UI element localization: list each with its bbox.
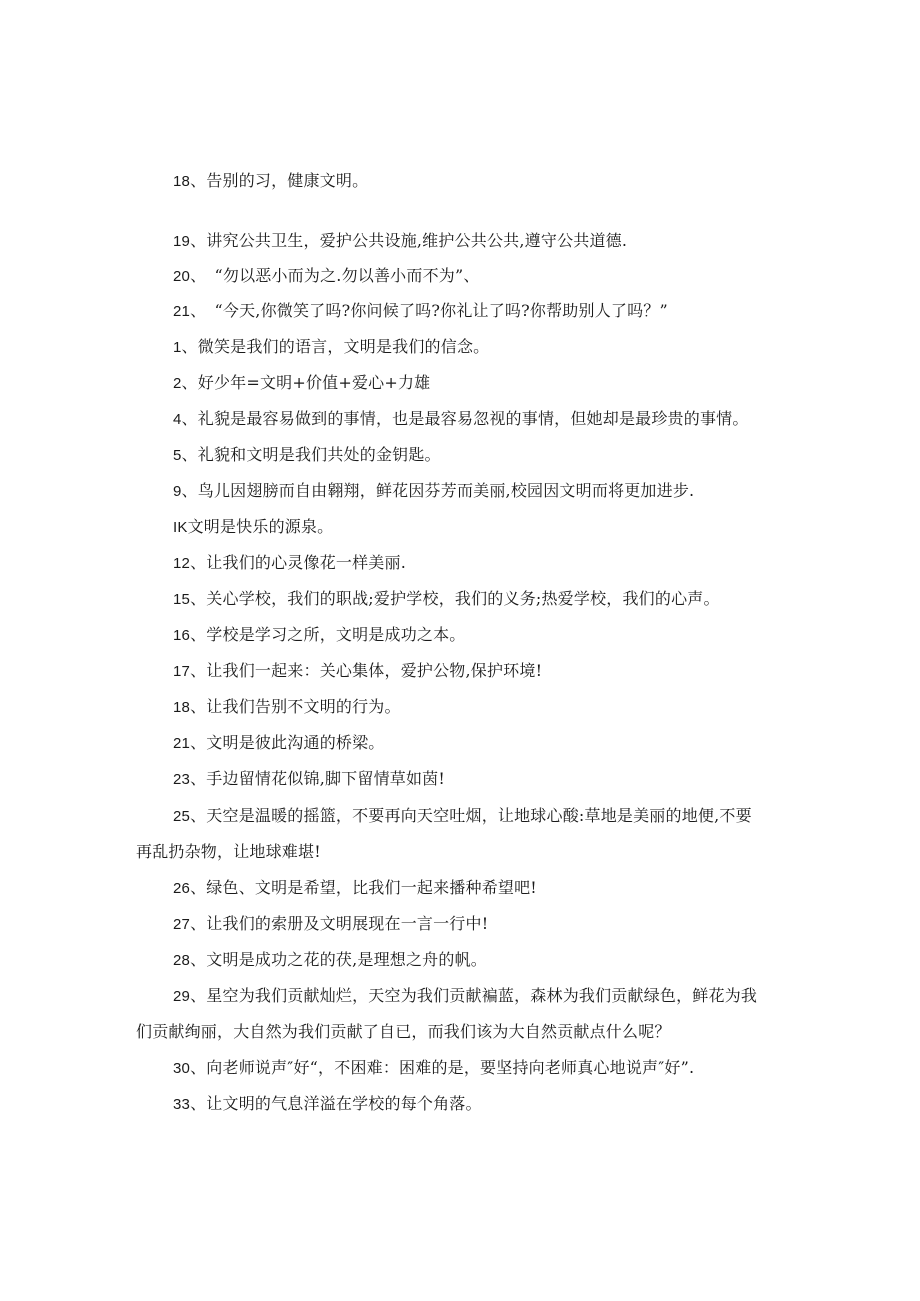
item-number: 20: [173, 268, 191, 285]
item-number: 16: [173, 627, 191, 644]
list-item: [173, 878, 537, 899]
item-text: 礼貌和文明是我们共处的金钥匙。: [197, 445, 441, 464]
item-separator: 、: [190, 733, 207, 752]
item-number: 21: [173, 303, 191, 320]
list-item: [173, 445, 441, 466]
list-item: [173, 553, 406, 574]
item-number: 2: [173, 375, 182, 392]
list-item: [173, 914, 488, 935]
list-item: [173, 266, 480, 287]
item-number: 18: [173, 173, 191, 190]
list-item: [173, 171, 368, 192]
item-text: 关心学校，我们的职战;爱护学校，我们的义务;热爱学校，我们的心声。: [206, 589, 720, 608]
list-item: [173, 301, 668, 322]
item-number: 19: [173, 233, 191, 250]
item-text: 文明是彼此沟通的桥梁。: [206, 733, 385, 752]
item-text: 学校是学习之所，文明是成功之本。: [206, 625, 466, 644]
list-item: [173, 625, 466, 646]
item-separator: 、: [181, 373, 198, 392]
item-separator: 、: [190, 697, 207, 716]
list-item: [173, 950, 487, 971]
item-text: 让文明的气息洋溢在学校的每个角落。: [206, 1094, 482, 1113]
list-item: [173, 806, 752, 827]
item-text: 让我们一起来：关心集体，爱护公物,保护环境!: [206, 661, 543, 680]
item-number: 29: [173, 988, 191, 1005]
item-separator: 、: [190, 878, 207, 897]
list-item: [173, 337, 489, 358]
item-number: 23: [173, 771, 191, 788]
item-separator: 、: [190, 553, 207, 572]
list-item: [173, 661, 542, 682]
list-item-continuation: 再乱扔杂物，让地球难堪!: [136, 842, 321, 861]
list-item: [173, 373, 430, 394]
item-text: 好少年=文明+价值+爱心+力雄: [197, 373, 431, 392]
item-text: 让我们告别不文明的行为。: [206, 697, 401, 716]
item-number: 12: [173, 555, 191, 572]
item-number: 25: [173, 808, 191, 825]
item-number: 26: [173, 880, 191, 897]
list-item: [173, 481, 694, 502]
item-number: 27: [173, 916, 191, 933]
item-separator: 、: [190, 661, 207, 680]
item-text: 鸟儿因翅膀而自由翱翔，鲜花因芬芳而美丽,校园因文明而将更加进步.: [197, 481, 695, 500]
item-text: 手边留情花似锦,脚下留情草如茵!: [206, 769, 446, 788]
item-text: 文明是成功之花的茯,是理想之舟的帆。: [206, 950, 487, 969]
item-text: “勿以恶小而为之.勿以善小而不为”、: [198, 266, 480, 285]
item-number: 1: [173, 339, 182, 356]
item-separator: 、: [190, 914, 207, 933]
list-item: [173, 769, 445, 790]
item-number: IK: [173, 519, 188, 536]
list-item: [173, 697, 401, 718]
item-separator: 、: [190, 986, 207, 1005]
item-text: 微笑是我们的语言，文明是我们的信念。: [197, 337, 490, 356]
item-separator: 、: [181, 481, 198, 500]
item-separator: 、: [190, 231, 207, 250]
item-text: 告别的习，健康文明。: [206, 171, 369, 190]
item-separator: 、: [190, 769, 207, 788]
list-item-continuation: 们贡献绚丽，大自然为我们贡献了自已，而我们该为大自然贡献点什么呢？: [136, 1022, 671, 1041]
item-separator: 、: [190, 266, 199, 285]
item-separator: 、: [190, 1058, 207, 1077]
item-number: 21: [173, 735, 191, 752]
item-text: 让我们的索册及文明展现在一言一行中!: [206, 914, 489, 933]
list-item: [173, 1094, 482, 1115]
list-item: [173, 986, 757, 1007]
item-text: “今天,你微笑了吗?你问候了吗?你礼让了吗?你帮助别人了吗？”: [198, 301, 668, 320]
item-text: 礼貌是最容易做到的事情，也是最容易忽视的事情，但她却是最珍贵的事情。: [197, 409, 749, 428]
item-text: 文明是快乐的源泉。: [187, 517, 334, 536]
item-number: 28: [173, 952, 191, 969]
item-number: 9: [173, 483, 182, 500]
item-separator: 、: [181, 409, 198, 428]
list-item: [173, 231, 627, 252]
item-separator: 、: [190, 625, 207, 644]
item-separator: 、: [190, 1094, 207, 1113]
item-number: 33: [173, 1096, 191, 1113]
item-text: 向老师说声″好“，不困难：困难的是，要坚持向老师真心地说声″好”.: [206, 1058, 695, 1077]
list-item: [173, 1058, 694, 1079]
item-number: 18: [173, 699, 191, 716]
item-text: 天空是温暖的摇篮，不要再向天空吐烟，让地球心酸:草地是美丽的地便,不要: [206, 806, 752, 825]
list-item: [173, 517, 333, 538]
list-item: [173, 733, 385, 754]
item-text: 讲究公共卫生，爱护公共设施,维护公共公共,遵守公共道德.: [206, 231, 628, 250]
item-text: 星空为我们贡献灿烂，天空为我们贡献褊蓝，森林为我们贡献绿色，鲜花为我: [206, 986, 758, 1005]
item-separator: 、: [190, 950, 207, 969]
item-number: 15: [173, 591, 191, 608]
item-separator: 、: [190, 301, 199, 320]
item-separator: 、: [190, 171, 207, 190]
item-number: 5: [173, 447, 182, 464]
item-text: 绿色、文明是希望，比我们一起来播种希望吧!: [206, 878, 537, 897]
item-text: 让我们的心灵像花一样美丽.: [206, 553, 406, 572]
item-separator: 、: [190, 806, 207, 825]
item-separator: 、: [181, 337, 198, 356]
item-separator: 、: [181, 445, 198, 464]
item-number: 4: [173, 411, 182, 428]
list-item: [173, 409, 749, 430]
item-number: 30: [173, 1060, 191, 1077]
item-separator: 、: [190, 589, 207, 608]
list-item: [173, 589, 720, 610]
item-number: 17: [173, 663, 191, 680]
